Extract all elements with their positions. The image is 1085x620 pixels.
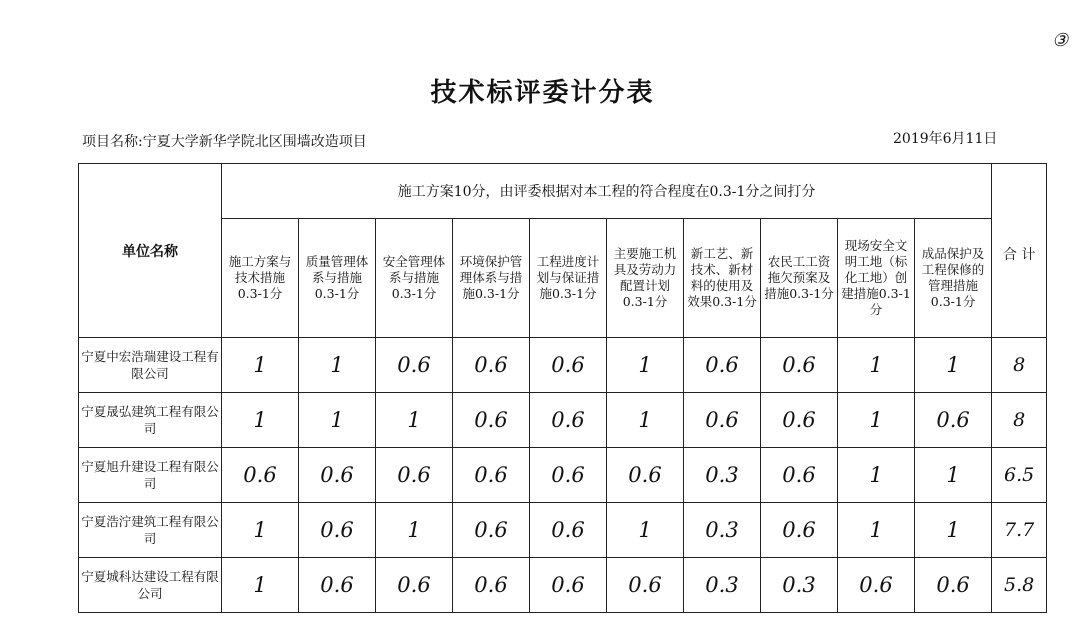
criterion-header: 主要施工机具及劳动力配置计划0.3-1分 xyxy=(607,219,684,338)
score-cell: 1 xyxy=(299,338,376,393)
score-cell: 0.6 xyxy=(915,558,992,613)
criterion-header: 成品保护及工程保修的管理措施0.3-1分 xyxy=(915,219,992,338)
table-row xyxy=(79,558,1047,613)
score-cell: 0.6 xyxy=(761,393,838,448)
score-cell: 1 xyxy=(607,503,684,558)
score-cell: 0.6 xyxy=(376,448,453,503)
score-cell: 0.6 xyxy=(761,338,838,393)
score-cell: 0.6 xyxy=(761,448,838,503)
score-cell: 0.6 xyxy=(530,338,607,393)
criterion-header: 质量管理体系与措施0.3-1分 xyxy=(299,219,376,338)
score-cell: 1 xyxy=(838,448,915,503)
score-cell: 1 xyxy=(838,338,915,393)
score-cell: 0.6 xyxy=(376,558,453,613)
score-table xyxy=(78,163,1047,613)
total-cell: 5.8 xyxy=(992,558,1047,613)
score-cell: 0.6 xyxy=(530,448,607,503)
criteria-row xyxy=(79,219,1047,338)
score-cell: 0.6 xyxy=(453,558,530,613)
score-cell: 0.3 xyxy=(761,558,838,613)
score-cell: 0.3 xyxy=(684,448,761,503)
score-cell: 0.6 xyxy=(530,503,607,558)
criterion-header: 安全管理体系与措施0.3-1分 xyxy=(376,219,453,338)
score-cell: 0.6 xyxy=(453,338,530,393)
score-cell: 1 xyxy=(915,503,992,558)
score-cell: 1 xyxy=(607,338,684,393)
score-cell: 0.6 xyxy=(607,448,684,503)
project-name: 项目名称:宁夏大学新华学院北区围墙改造项目 xyxy=(82,134,367,150)
score-cell: 0.6 xyxy=(530,558,607,613)
score-cell: 0.6 xyxy=(299,503,376,558)
score-cell: 1 xyxy=(915,338,992,393)
score-cell: 0.3 xyxy=(684,558,761,613)
criterion-header: 农民工工资拖欠预案及措施0.3-1分 xyxy=(761,219,838,338)
score-cell: 0.6 xyxy=(376,338,453,393)
score-cell: 0.6 xyxy=(453,503,530,558)
score-cell: 0.6 xyxy=(453,393,530,448)
unit-name-cell: 宁夏浩泞建筑工程有限公司 xyxy=(79,503,222,558)
unit-name-cell: 宁夏中宏浩瑞建设工程有限公司 xyxy=(79,338,222,393)
score-cell: 0.6 xyxy=(838,558,915,613)
criterion-header: 工程进度计划与保证措施0.3-1分 xyxy=(530,219,607,338)
table-row xyxy=(79,338,1047,393)
score-cell: 0.6 xyxy=(530,393,607,448)
criterion-header: 新工艺、新技术、新材料的使用及效果0.3-1分 xyxy=(684,219,761,338)
total-cell: 8 xyxy=(992,393,1047,448)
total-cell: 7.7 xyxy=(992,503,1047,558)
score-cell: 1 xyxy=(376,393,453,448)
score-cell: 1 xyxy=(222,393,299,448)
score-cell: 1 xyxy=(838,503,915,558)
score-cell: 0.6 xyxy=(222,448,299,503)
score-cell: 0.3 xyxy=(684,503,761,558)
total-cell: 6.5 xyxy=(992,448,1047,503)
score-cell: 0.6 xyxy=(453,448,530,503)
total-cell: 8 xyxy=(992,338,1047,393)
criterion-header: 现场安全文明工地（标化工地）创建措施0.3-1分 xyxy=(838,219,915,338)
score-cell: 0.6 xyxy=(299,558,376,613)
unit-name-cell: 宁夏城科达建设工程有限公司 xyxy=(79,558,222,613)
score-cell: 0.6 xyxy=(684,338,761,393)
score-cell: 0.6 xyxy=(915,393,992,448)
unit-name-header: 单位名称 xyxy=(79,164,222,338)
score-cell: 1 xyxy=(915,448,992,503)
criteria-group-header: 施工方案10分，由评委根据对本工程的符合程度在0.3-1分之间打分 xyxy=(222,164,992,219)
score-cell: 1 xyxy=(222,558,299,613)
score-cell: 1 xyxy=(299,393,376,448)
table-row xyxy=(79,448,1047,503)
unit-name-cell: 宁夏晟弘建筑工程有限公司 xyxy=(79,393,222,448)
score-cell: 1 xyxy=(222,503,299,558)
unit-name-cell: 宁夏旭升建设工程有限公司 xyxy=(79,448,222,503)
score-cell: 1 xyxy=(376,503,453,558)
table-row xyxy=(79,503,1047,558)
score-cell: 0.6 xyxy=(299,448,376,503)
score-cell: 0.6 xyxy=(607,558,684,613)
score-cell: 1 xyxy=(222,338,299,393)
score-cell: 1 xyxy=(838,393,915,448)
total-header: 合 计 xyxy=(992,164,1047,338)
score-cell: 1 xyxy=(607,393,684,448)
score-cell: 0.6 xyxy=(684,393,761,448)
criterion-header: 施工方案与技术措施0.3-1分 xyxy=(222,219,299,338)
date-label: 2019年6月11日 xyxy=(893,131,998,147)
page-title: 技术标评委计分表 xyxy=(430,78,655,108)
score-cell: 0.6 xyxy=(761,503,838,558)
table-row xyxy=(79,393,1047,448)
page-number-mark: ③ xyxy=(1052,30,1069,51)
criterion-header: 环境保护管理体系与措施0.3-1分 xyxy=(453,219,530,338)
